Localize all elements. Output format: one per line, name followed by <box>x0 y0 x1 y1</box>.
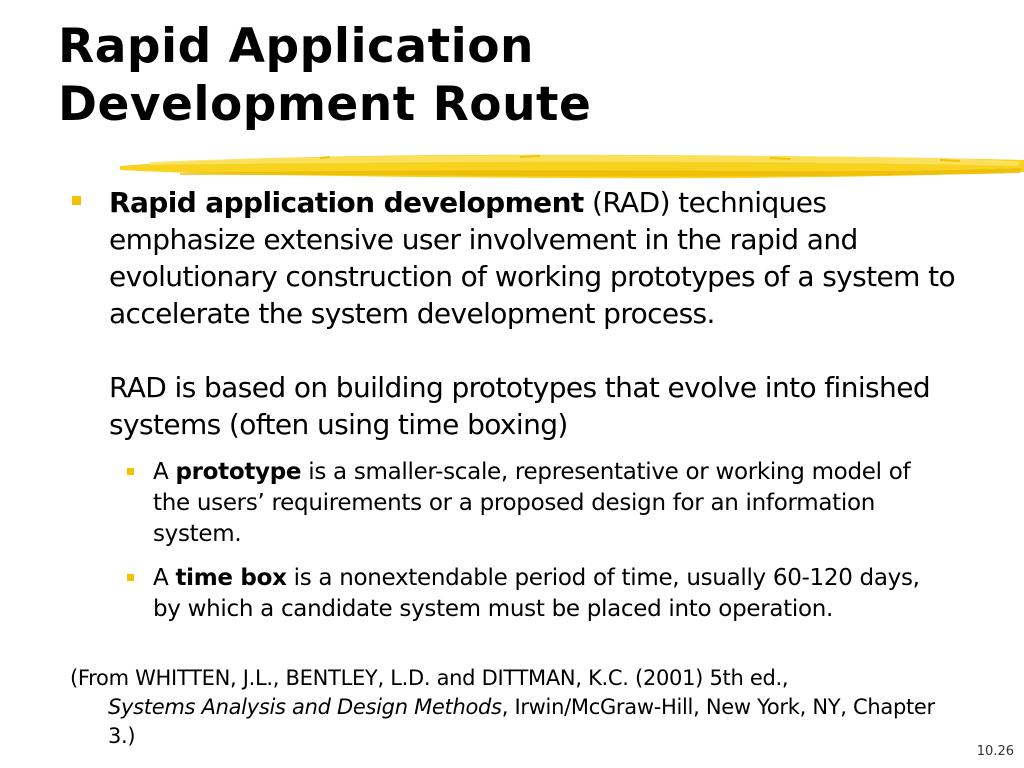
citation-continuation <box>70 693 960 751</box>
sub1-prefix: A <box>153 459 176 485</box>
term-rad: Rapid application development <box>109 186 584 219</box>
title-line-2: Development Route <box>58 77 592 132</box>
title-line-1: Rapid Application <box>58 19 534 74</box>
slide-title <box>58 18 591 134</box>
sub-bullet-marker <box>127 468 134 475</box>
rad-paragraph-2: RAD is based on building prototypes that evolve into finished systems (often using time boxing) <box>109 371 930 441</box>
rad-definition: (RAD) techniques emphasize extensive user involvement in the rapid and evolutionary construction of working prototypes of a system to accelerate the system development process. <box>109 186 956 330</box>
citation-authors: (From WHITTEN, J.L., BENTLEY, L.D. and DITTMAN, K.C. (2001) 5th ed., <box>70 666 789 690</box>
sub-bullet-time-box <box>127 563 943 625</box>
prototype-definition: is a smaller-scale, representative or working model of the users’ requirements or a proposed design for an information system. <box>153 459 911 547</box>
reference-citation <box>70 664 960 751</box>
bullet-marker <box>72 196 81 205</box>
term-prototype: prototype <box>175 459 302 485</box>
slide-body <box>72 184 972 625</box>
time-box-definition: is a nonextendable period of time, usually 60-120 days, by which a candidate system must be placed into operation. <box>153 565 920 622</box>
sub-bullet-prototype <box>127 457 943 550</box>
citation-publisher: , Irwin/McGraw-Hill, New York, NY, Chapter 3.) <box>108 695 935 748</box>
sub-bullet-marker <box>127 574 134 581</box>
sub2-prefix: A <box>153 565 176 591</box>
term-time-box: time box <box>175 565 287 591</box>
citation-book-title: Systems Analysis and Design Methods <box>108 695 502 719</box>
bullet-rad-text <box>109 184 972 332</box>
slide-number: 10.26 <box>976 744 1014 759</box>
bullet-rad <box>72 184 972 443</box>
title-underline-brush <box>120 146 1024 186</box>
